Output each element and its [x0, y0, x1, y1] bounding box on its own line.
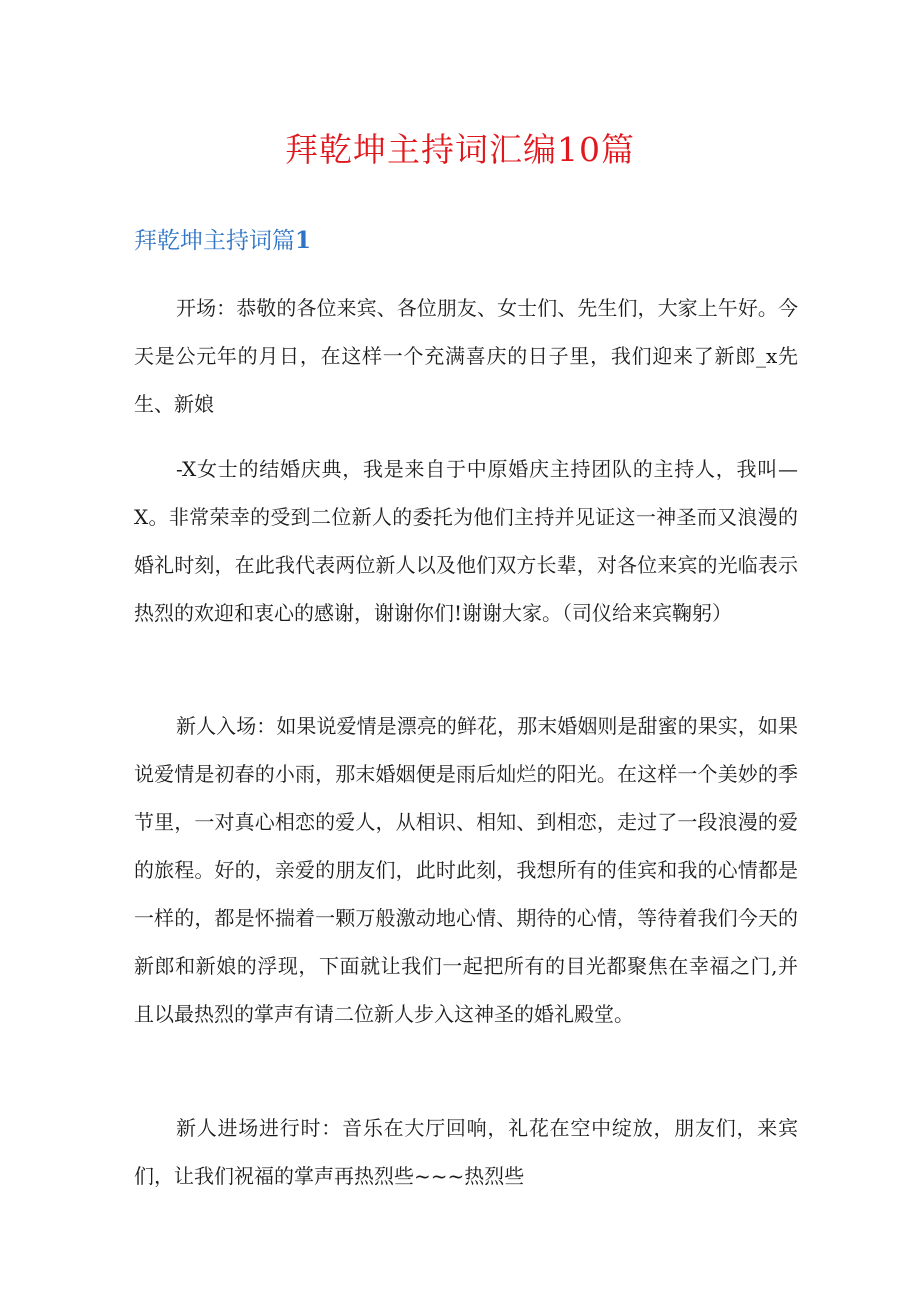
section-heading: [134, 224, 311, 258]
section-heading-text: 拜乾坤主持词篇: [134, 228, 295, 254]
section-heading-number: 1: [295, 227, 312, 254]
paragraph-couple-entrance: 新人入场：如果说爱情是漂亮的鲜花，那末婚姻则是甜蜜的果实，如果说爱情是初春的小雨，那末婚姻便是雨后灿烂的阳光。在这样一个美妙的季节里，一对真心相恋的爱人，从相识、相知、到相恋，走过了一段浪漫的爱的旅程。好的，亲爱的朋友们，此时此刻，我想所有的佳宾和我的心情都是一样的，都是怀揣着一颗万般激动地心情、期待的心情，等待着我们今天的新郎和新娘的浮现，下面就让我们一起把所有的目光都聚焦在幸福之门,并且以最热烈的掌声有请二位新人步入这神圣的婚礼殿堂。: [134, 714, 798, 1026]
paragraph-opening: 开场：恭敬的各位来宾、各位朋友、女士们、先生们，大家上午好。今天是公元年的月日，在这样一个充满喜庆的日子里，我们迎来了新郎_x先生、新娘: [134, 296, 798, 416]
document-title: 拜乾坤主持词汇编10篇: [285, 130, 635, 169]
paragraph-introduction: -X女士的结婚庆典，我是来自于中原婚庆主持团队的主持人，我叫—X。非常荣幸的受到二位新人的委托为他们主持并见证这一神圣而又浪漫的婚礼时刻，在此我代表两位新人以及他们双方长辈，对各位来宾的光临表示热烈的欢迎和衷心的感谢，谢谢你们!谢谢大家。（司仪给来宾鞠躬）: [134, 457, 798, 625]
paragraph-entrance-in-progress: 新人进场进行时：音乐在大厅回响，礼花在空中绽放，朋友们，来宾们，让我们祝福的掌声再热烈些~~~热烈些: [134, 1116, 798, 1188]
